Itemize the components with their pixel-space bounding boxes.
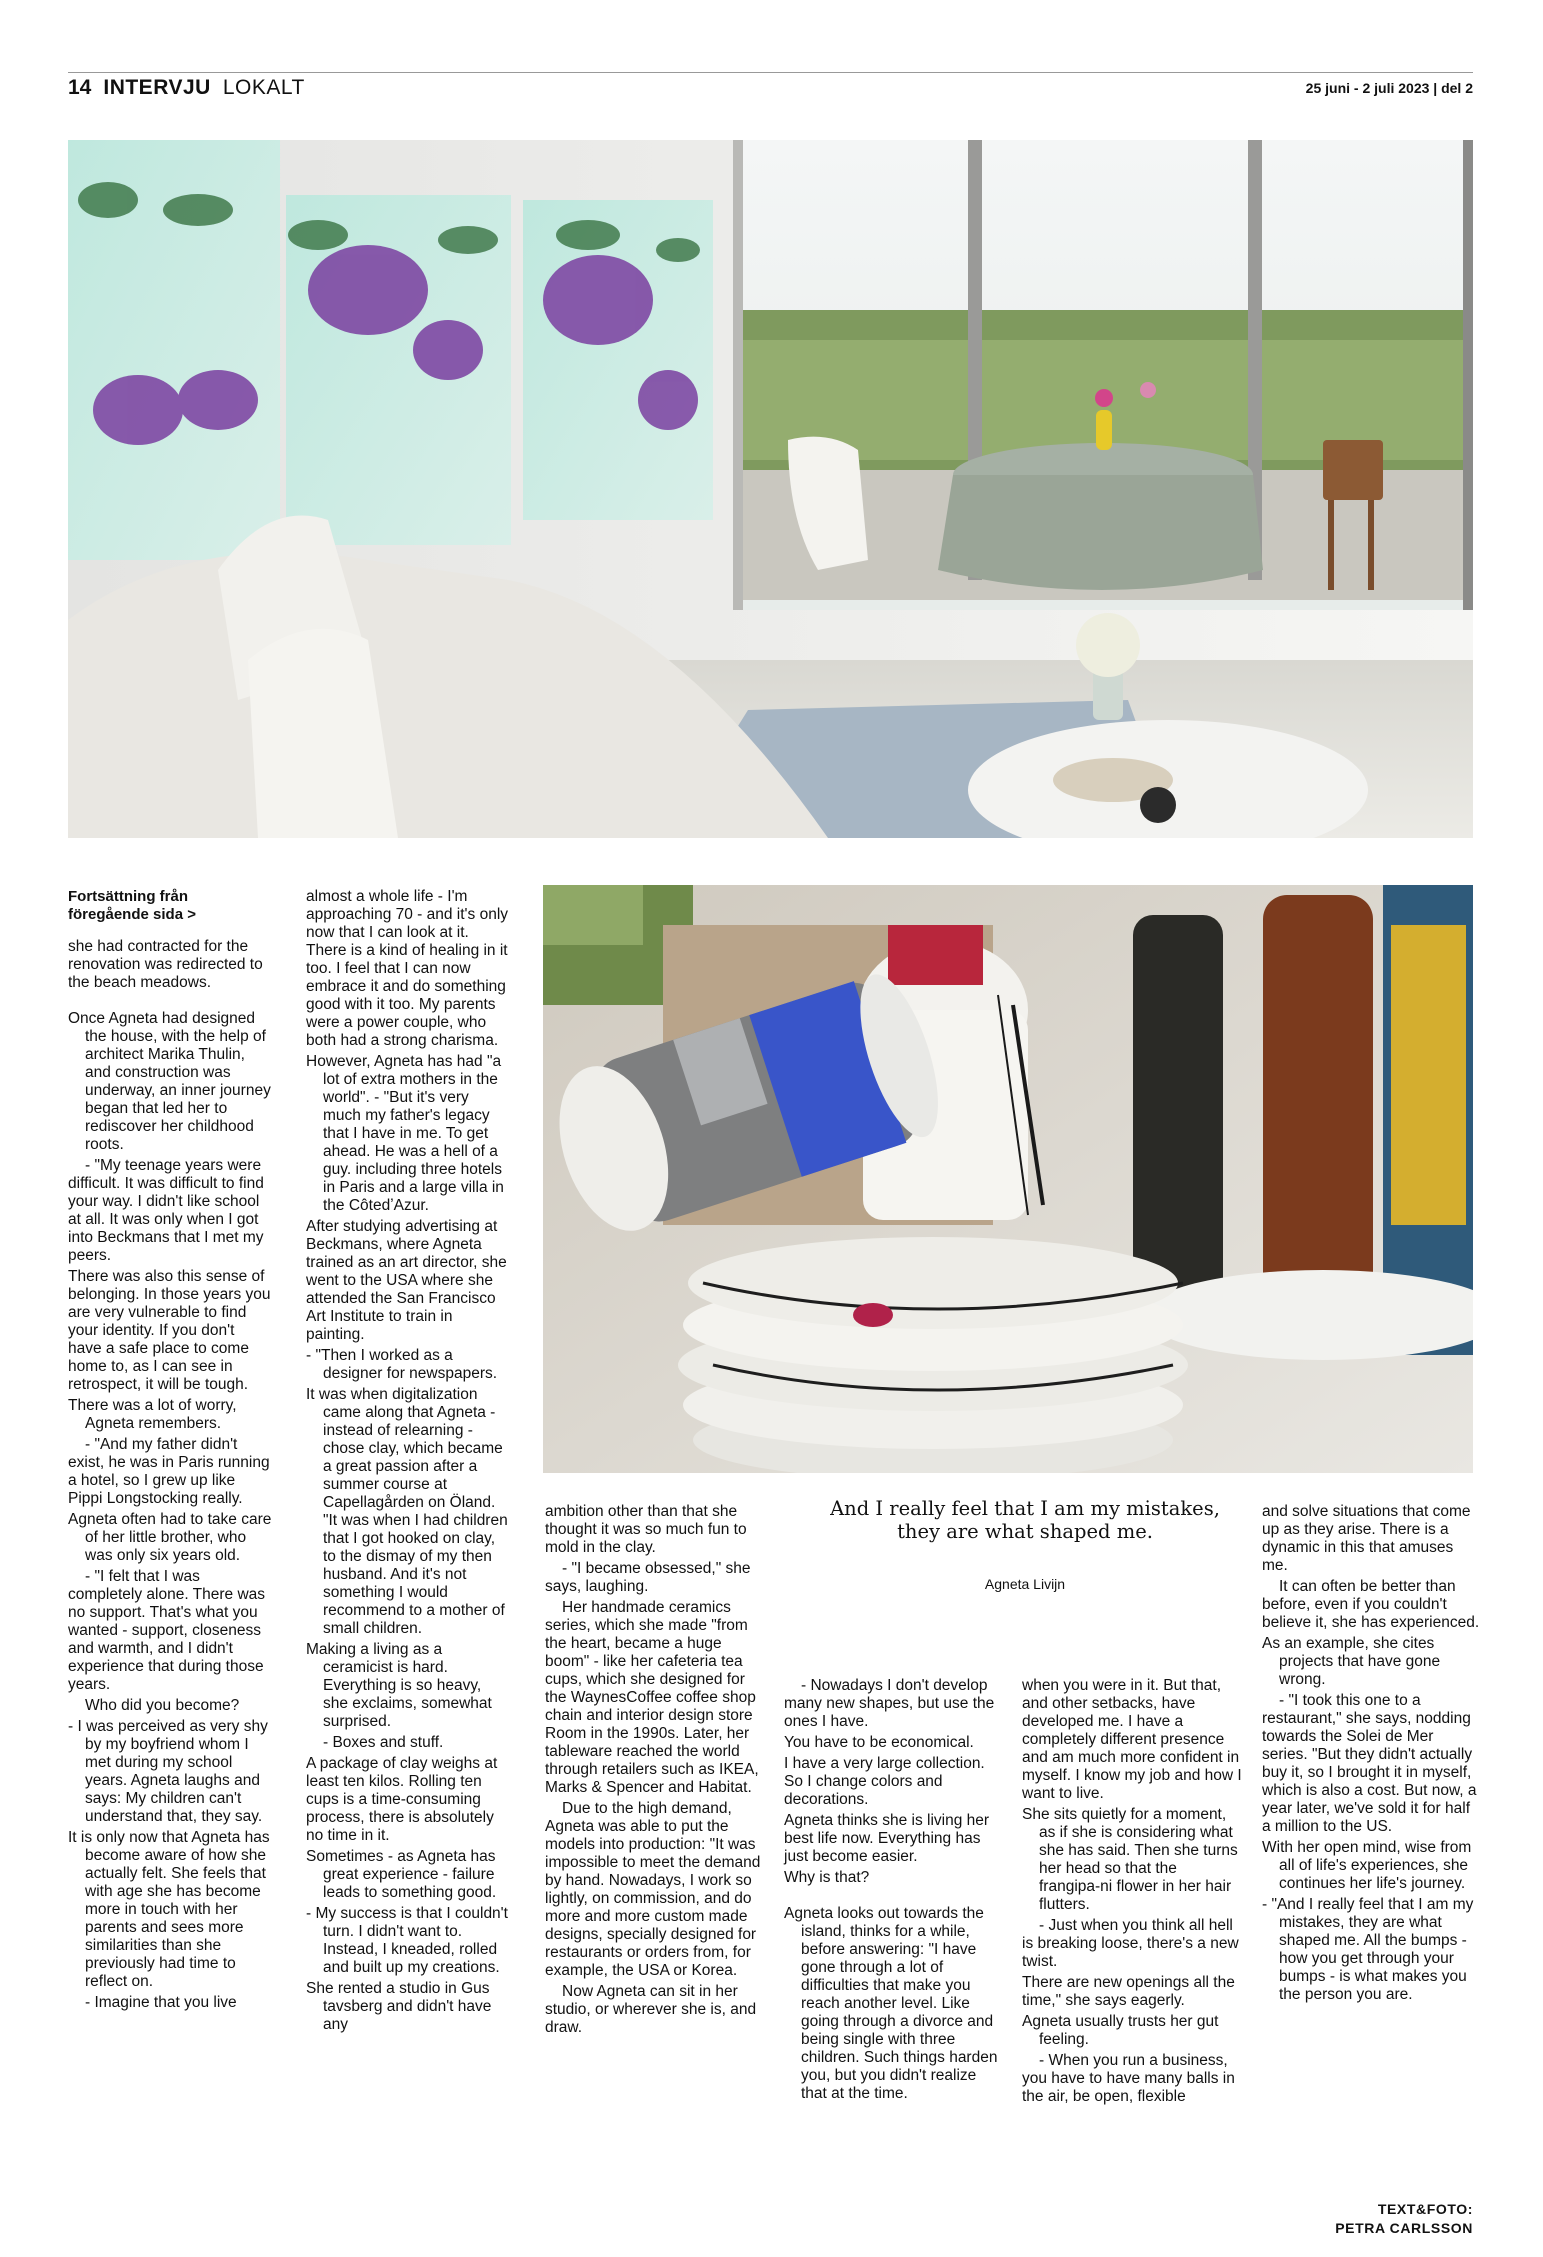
article-paragraph: It was when digitalization came along that Agneta - instead of relearning - chose clay, which became a great passion after a summer course at Capellagården on Öland. "It was when I had children that I got hooked on clay, to the dismay of my then husband. And it's not something I would recommend to a mother of small children. <box>306 1386 508 1637</box>
byline-label: TEXT&FOTO: <box>1377 2201 1473 2217</box>
article-paragraph: - "I felt that I was completely alone. There was no support. That's what you wanted - support, closeness and warmth, and I didn't experience that during those years. <box>68 1568 266 1693</box>
article-paragraph: A package of clay weighs at least ten kilos. Rolling ten cups is a time-consuming process, there is absolutely no time in it. <box>306 1755 498 1844</box>
article-paragraph: - "My teenage years were difficult. It was difficult to find your way. I didn't like school at all. It was only when I got into Beckmans that I met my peers. <box>68 1157 264 1264</box>
ceramics-photo <box>543 885 1473 1473</box>
article-paragraph: - "I took this one to a restaurant," she says, nodding towards the Solei de Mer series. "But they didn't actually buy it, so I brought it in myself, which is also a cost. But now, a year later, we've sold it for half a million to the US. <box>1262 1692 1477 1835</box>
article-paragraph: There was also this sense of belonging. In those years you are very vulnerable to find your identity. If you don't have a safe place to come home to, as I can see in retrospect, it will be tough. <box>68 1268 271 1393</box>
article-paragraph: She sits quietly for a moment, as if she is considering what she has said. Then she turns her head so that the frangipa-ni flower in her hair flutters. <box>1022 1806 1238 1913</box>
article-paragraph: and solve situations that come up as they arise. There is a dynamic in this that amuses me. <box>1262 1503 1471 1574</box>
article-paragraph: With her open mind, wise from all of life's experiences, she continues her life's journey. <box>1262 1839 1472 1892</box>
article-paragraph: Sometimes - as Agneta has great experience - failure leads to something good. <box>306 1848 497 1901</box>
issue-date: 25 juni - 2 juli 2023 | del 2 <box>1305 80 1473 96</box>
article-paragraph: Making a living as a ceramicist is hard. Everything is so heavy, she exclaims, somewhat surprised. <box>306 1641 492 1730</box>
article-paragraph: I have a very large collection. So I change colors and decorations. <box>784 1755 985 1808</box>
article-paragraph: almost a whole life - I'm approaching 70 - and it's only now that I can look at it. There is a kind of healing in it too. I feel that I can now embrace it and do something good with it too. My parents were a power couple, who both had a strong charisma. <box>306 888 509 1049</box>
article-paragraph: After studying advertising at Beckmans, where Agneta trained as an art director, she went to the USA where she attended the San Francisco Art Institute to train in painting. <box>306 1218 507 1343</box>
article-paragraph: - Nowadays I don't develop many new shapes, but use the ones I have. <box>784 1677 995 1730</box>
article-paragraph: - "Then I worked as a designer for newspapers. <box>306 1347 498 1382</box>
article-paragraph: Agneta often had to take care of her little brother, who was only six years old. <box>68 1511 272 1564</box>
article-paragraph: However, Agneta has had "a lot of extra mothers in the world". - "But it's very much my father's legacy that I have in me. To get ahead. He was a hell of a guy. including three hotels in Paris and a large villa in the CôtedʼAzur. <box>306 1053 504 1214</box>
article-column-2 <box>306 888 510 2037</box>
article-paragraph: - When you run a business, you have to have many balls in the air, be open, flexible <box>1022 2052 1235 2105</box>
article-column-1 <box>68 888 272 2015</box>
article-paragraph: when you were in it. But that, and other setbacks, have developed me. I have a completely different presence and am much more confident in myself. I know my job and how I want to live. <box>1022 1677 1242 1802</box>
subsection-title: LOKALT <box>222 76 305 99</box>
article-paragraph: she had contracted for the renovation was redirected to the beach meadows. <box>68 938 263 991</box>
section-title: INTERVJU <box>103 76 211 99</box>
article-paragraph: ambition other than that she thought it was so much fun to mold in the clay. <box>545 1503 747 1556</box>
article-paragraph: - My success is that I couldn't turn. I didn't want to. Instead, I kneaded, rolled and built up my creations. <box>306 1905 508 1976</box>
interior-photo <box>68 140 1473 838</box>
pull-quote: And I really feel that I am my mistakes, they are what shaped me. <box>830 1497 1220 1543</box>
article-paragraph: - Just when you think all hell is breaking loose, there's a new twist. <box>1022 1917 1239 1970</box>
article-paragraph: Agneta usually trusts her gut feeling. <box>1022 2013 1219 2048</box>
article-paragraph: Once Agneta had designed the house, with the help of architect Marika Thulin, and construction was underway, an inner journey began that led her to rediscover her childhood roots. <box>68 1010 271 1153</box>
article-paragraph: It can often be better than before, even if you couldn't believe it, she has experienced. <box>1262 1578 1480 1631</box>
continued-label: Fortsättning från föregående sida > <box>68 888 196 923</box>
pull-quote-author: Agneta Livijn <box>984 1576 1066 1592</box>
article-paragraph: - "I became obsessed," she says, laughing. <box>545 1560 751 1595</box>
article-paragraph: Who did you become? <box>85 1697 240 1714</box>
article-paragraph: As an example, she cites projects that have gone wrong. <box>1262 1635 1441 1688</box>
article-column-3 <box>545 1503 767 2040</box>
article-paragraph: Agneta looks out towards the island, thinks for a while, before answering: "I have gone through a lot of difficulties that make you reach another level. Like going through a divorce and being single with three children. Such things harden you, but you didn't realize that at the time. <box>784 1905 998 2102</box>
article-paragraph: Now Agneta can sit in her studio, or wherever she is, and draw. <box>545 1983 757 2036</box>
article-paragraph: - "And my father didn't exist, he was in Paris running a hotel, so I grew up like Pippi Longstocking really. <box>68 1436 270 1507</box>
article-column-4 <box>784 1677 1004 2106</box>
article-column-6 <box>1262 1503 1482 2007</box>
article-paragraph: - Boxes and stuff. <box>323 1734 444 1751</box>
page-header <box>68 76 305 106</box>
byline <box>1293 2200 1473 2238</box>
article-paragraph: - "And I really feel that I am my mistakes, they are what shaped me. All the bumps - how you get through your bumps - is what makes you the person you are. <box>1262 1896 1474 2003</box>
article-paragraph: It is only now that Agneta has become aware of how she actually felt. She feels that with age she has become more in touch with her parents and sees more similarities than she previously had time to reflect on. <box>68 1829 270 1990</box>
article-paragraph: You have to be economical. <box>784 1734 974 1751</box>
header-rule <box>68 72 1473 73</box>
byline-author: PETRA CARLSSON <box>1335 2220 1473 2236</box>
article-paragraph: Her handmade ceramics series, which she made "from the heart, became a huge boom" - like her cafeteria tea cups, which she designed for the WaynesCoffee coffee shop chain and interior design store Room in the 1990s. Later, her tableware reached the world through retailers such as IKEA, Marks & Spencer and Habitat. <box>545 1599 759 1796</box>
article-paragraph: There was a lot of worry, Agneta remembers. <box>68 1397 237 1432</box>
article-paragraph: She rented a studio in Gus tavsberg and didn't have any <box>306 1980 492 2033</box>
article-paragraph: Agneta thinks she is living her best life now. Everything has just become easier. <box>784 1812 990 1865</box>
article-paragraph: There are new openings all the time," she says eagerly. <box>1022 1974 1235 2009</box>
article-paragraph: - Imagine that you live <box>85 1994 237 2011</box>
page-number: 14 <box>68 76 92 99</box>
article-column-5 <box>1022 1677 1242 2109</box>
article-paragraph: Due to the high demand, Agneta was able to put the models into production: "It was impossible to meet the demand by hand. Nowadays, I work so lightly, on commission, and do more and more custom made designs, specially designed for restaurants or orders from, for example, the USA or Korea. <box>545 1800 761 1979</box>
article-paragraph: Why is that? <box>784 1869 870 1886</box>
article-paragraph: - I was perceived as very shy by my boyfriend whom I met during my school years. Agneta laughs and says: My children can't understand that, they say. <box>68 1718 268 1825</box>
